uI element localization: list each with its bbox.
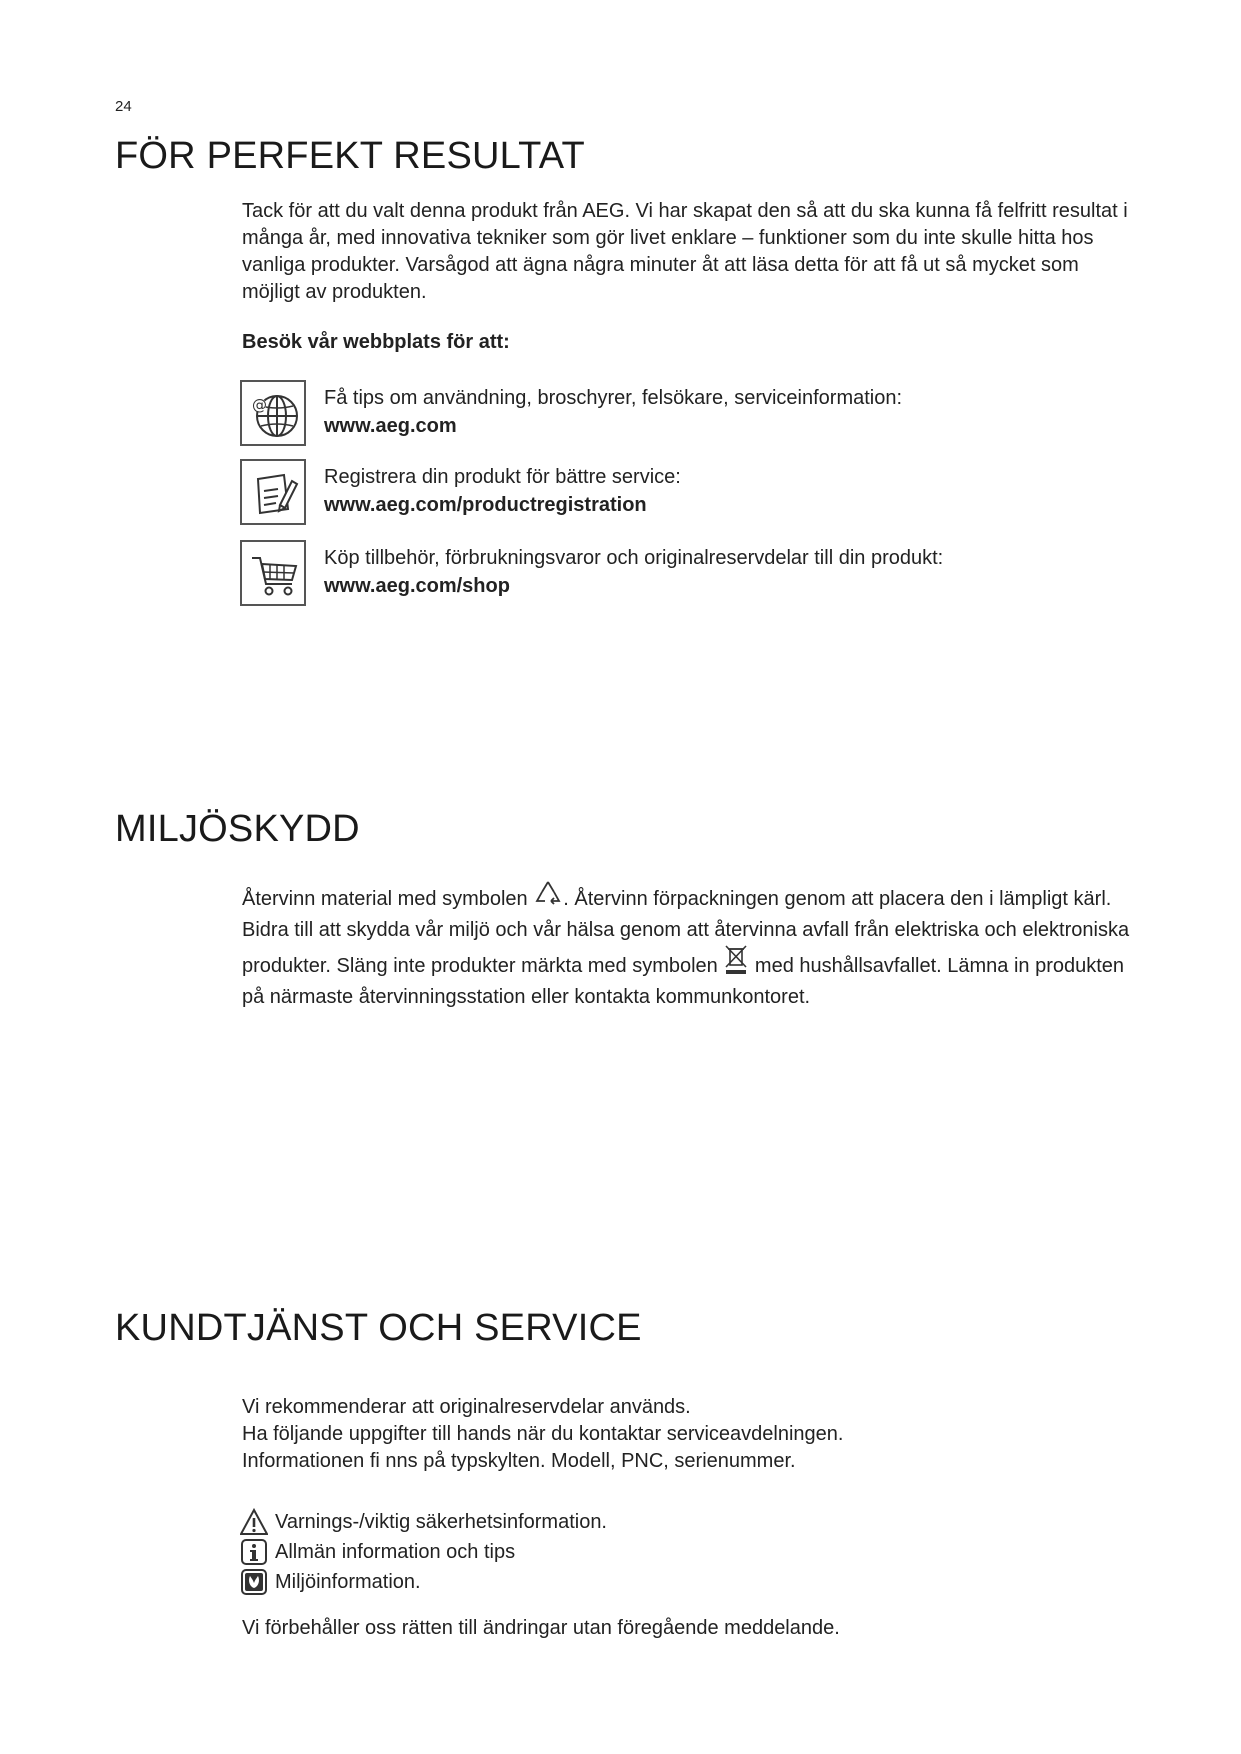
recycle-icon	[533, 879, 563, 917]
globe-at-icon	[240, 380, 306, 446]
legend-text-info: Allmän information och tips	[275, 1541, 516, 1563]
section-title-miljoskydd: MILJÖSKYDD	[115, 808, 360, 850]
environment-icon	[240, 1568, 268, 1596]
service-line: Ha följande uppgifter till hands när du kontaktar serviceavdelningen.	[242, 1423, 844, 1445]
warning-triangle-icon	[240, 1508, 268, 1536]
environment-text-1: Återvinn material med symbolen	[242, 888, 528, 910]
link-description-tips: Få tips om användning, broschyrer, felsökare, serviceinformation:	[324, 387, 903, 409]
environment-text-4: med hushållsavfallet. Lämna in produkten på närmaste återvinningsstation eller kontakta kommunkontoret.	[242, 955, 1125, 1008]
info-icon	[240, 1538, 268, 1566]
environment-text-2: . Återvinn förpackningen genom att placera den i lämpligt kärl.	[563, 888, 1112, 910]
register-document-icon	[240, 459, 306, 525]
service-line: Vi rekommenderar att originalreservdelar används.	[242, 1396, 691, 1418]
link-description-shop: Köp tillbehör, förbrukningsvaror och originalreservdelar till din produkt:	[324, 547, 944, 569]
link-aeg-shop[interactable]: www.aeg.com/shop	[324, 575, 510, 597]
visit-heading: Besök vår webbplats för att:	[242, 331, 510, 353]
link-row-shop	[240, 540, 1140, 610]
legend-text-warning: Varnings-/viktig säkerhetsinformation.	[275, 1511, 607, 1533]
link-product-registration[interactable]: www.aeg.com/productregistration	[324, 494, 647, 516]
svg-text:@: @	[252, 396, 267, 414]
disclaimer: Vi förbehåller oss rätten till ändringar utan föregående meddelande.	[242, 1617, 840, 1639]
service-paragraph	[242, 1394, 1142, 1475]
shopping-cart-icon	[240, 540, 306, 606]
environment-paragraph	[242, 879, 1142, 1011]
link-row-register	[240, 459, 1140, 529]
link-row-tips	[240, 380, 1140, 450]
crossed-bin-icon	[723, 944, 749, 984]
legend-text-environment: Miljöinformation.	[275, 1571, 421, 1593]
service-line: Informationen fi nns på typskylten. Modell, PNC, serienummer.	[242, 1450, 796, 1472]
link-aeg-com[interactable]: www.aeg.com	[324, 415, 457, 437]
section-title-kundtjanst: KUNDTJÄNST OCH SERVICE	[115, 1307, 642, 1349]
section-title-perfekt-resultat: FÖR PERFEKT RESULTAT	[115, 135, 585, 177]
intro-paragraph: Tack för att du valt denna produkt från AEG. Vi har skapat den så att du ska kunna få felfritt resultat i många år, med innovativa tekniker som gör livet enklare – funktioner som du inte skulle hitta hos vanliga produkter. Varsågod att ägna några minuter åt att läsa detta för att få ut så mycket som möjligt av produkten.	[242, 200, 1128, 303]
page-number: 24	[115, 98, 132, 115]
link-description-register: Registrera din produkt för bättre service:	[324, 466, 681, 488]
environment-text-3: Bidra till att skydda vår miljö och vår hälsa genom att återvinna avfall från elektriska och elektroniska produkter. Släng inte produkter märkta med symbolen	[242, 919, 1130, 977]
